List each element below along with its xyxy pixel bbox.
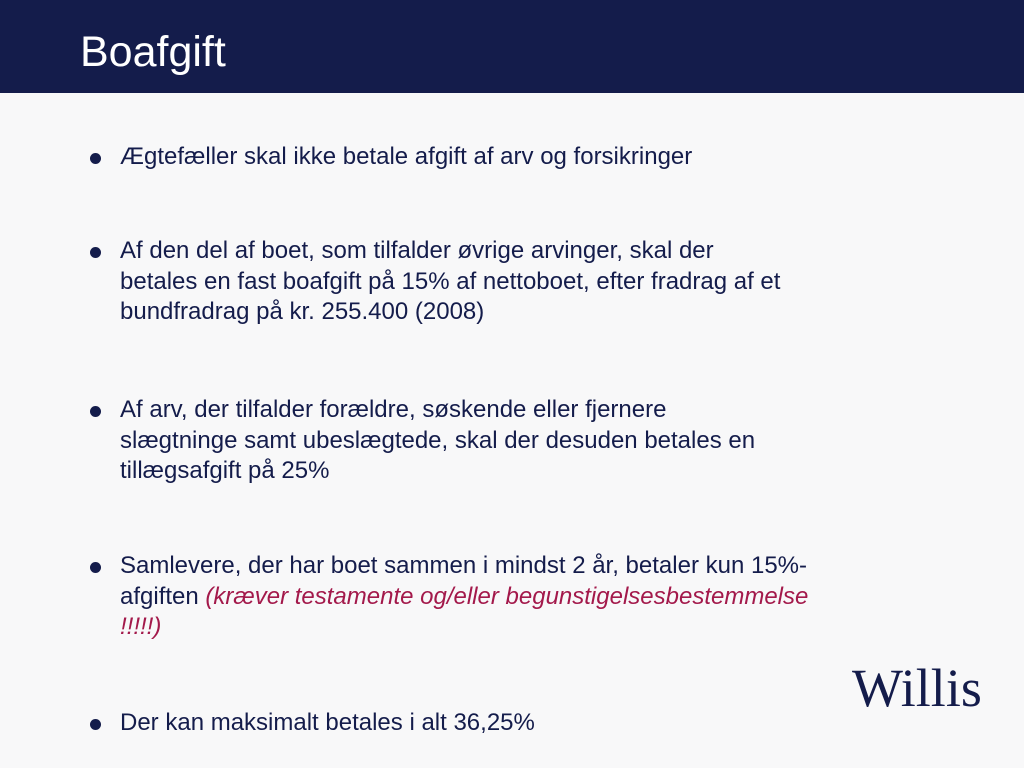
- bullet-text: [120, 551, 810, 643]
- bullet-dot-icon: [90, 562, 101, 573]
- bullet-text: Ægtefæller skal ikke betale afgift af arv og forsikringer: [120, 143, 693, 170]
- bullet-note: (kræver testamente og/eller begunstigelsesbestemmelse !!!!!): [120, 582, 809, 640]
- bullet-dot-icon: [90, 153, 101, 164]
- bullet-dot-icon: [90, 719, 101, 730]
- willis-logo: Willis: [852, 658, 982, 718]
- slide-title: Boafgift: [80, 28, 226, 76]
- bullet-dot-icon: [90, 406, 101, 417]
- bullet-text: Af den del af boet, som tilfalder øvrige arvinger, skal der betales en fast boafgift på 15% af nettoboet, efter fradrag af et bundfradrag på kr. 255.400 (2008): [120, 237, 781, 325]
- bullet-text: Af arv, der tilfalder forældre, søskende eller fjernere slægtninge samt ubeslægtede, skal der desuden betales en tillægsafgift på 25%: [120, 396, 756, 484]
- slide-header: [0, 0, 1024, 93]
- bullet-main-text: Samlevere, der har boet sammen i mindst 2 år, betaler kun 15%-afgiften: [120, 552, 807, 610]
- bullet-text: Der kan maksimalt betales i alt 36,25%: [120, 709, 535, 736]
- bullet-dot-icon: [90, 247, 101, 258]
